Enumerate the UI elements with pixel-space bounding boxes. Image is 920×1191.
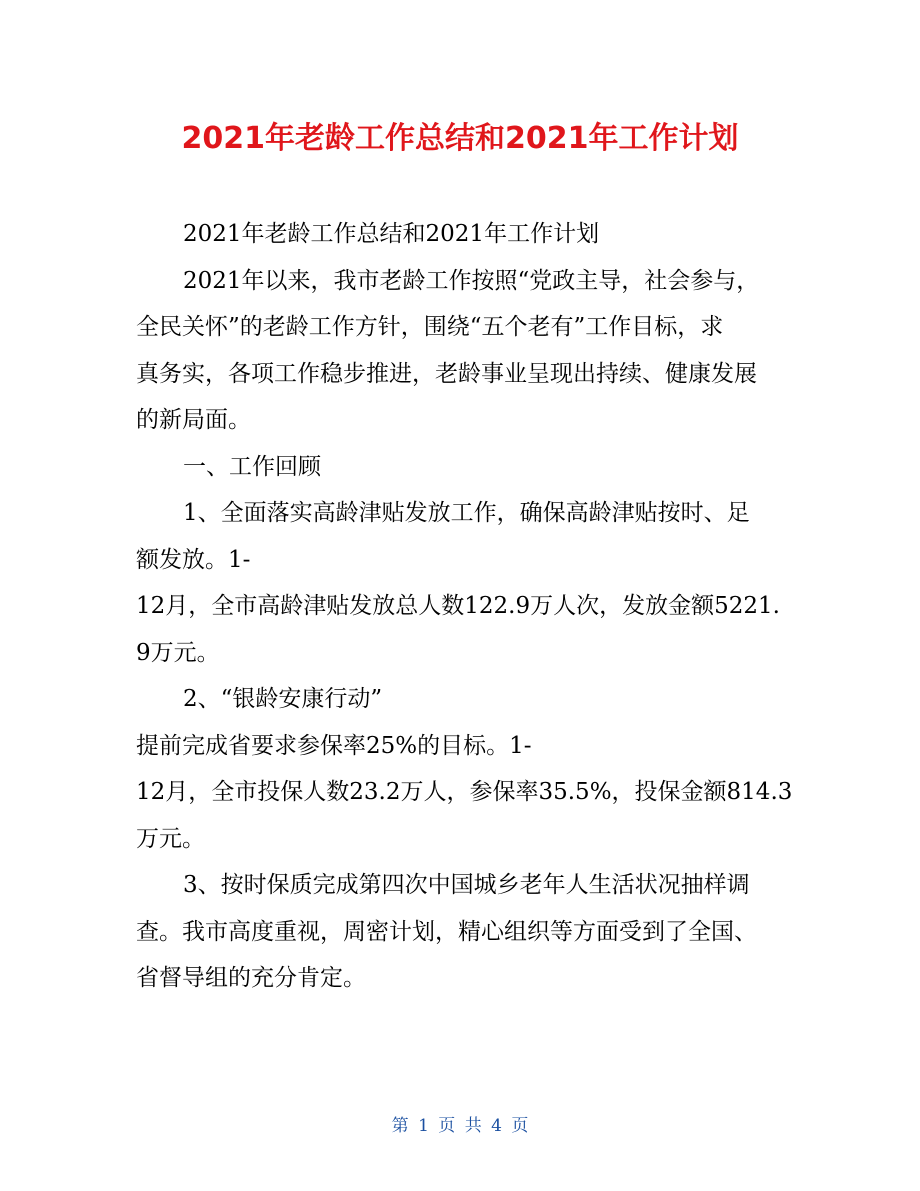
body-line: 的新局面。 <box>136 407 251 433</box>
document-title: 2021年老龄工作总结和2021年工作计划 <box>181 121 739 156</box>
body-line: 2、“银龄安康行动” <box>183 686 383 712</box>
body-line: 2021年以来，我市老龄工作按照“党政主导，社会参与， <box>183 268 760 294</box>
body-line: 额发放。1- <box>136 547 251 573</box>
body-line: 12月，全市高龄津贴发放总人数122.9万人次，发放金额5221. <box>136 593 780 619</box>
section-heading: 一、工作回顾 <box>183 454 321 480</box>
body-line: 万元。 <box>136 826 205 852</box>
body-line: 3、按时保质完成第四次中国城乡老年人生活状况抽样调 <box>183 872 750 898</box>
body-line: 查。我市高度重视，周密计划，精心组织等方面受到了全国、 <box>136 919 757 945</box>
body-line: 真务实，各项工作稳步推进，老龄事业呈现出持续、健康发展 <box>136 361 757 387</box>
body-line: 12月，全市投保人数23.2万人，参保率35.5%，投保金额814.3 <box>136 779 793 805</box>
body-line: 省督导组的充分肯定。 <box>136 965 366 991</box>
page-number: 第 1 页 共 4 页 <box>391 1116 529 1136</box>
body-line: 1、全面落实高龄津贴发放工作，确保高龄津贴按时、足 <box>183 500 750 526</box>
body-line: 提前完成省要求参保率25%的目标。1- <box>136 733 532 759</box>
body-line: 9万元。 <box>136 640 220 666</box>
body-line: 2021年老龄工作总结和2021年工作计划 <box>183 221 600 247</box>
body-line: 全民关怀”的老龄工作方针，围绕“五个老有”工作目标，求 <box>136 314 724 340</box>
